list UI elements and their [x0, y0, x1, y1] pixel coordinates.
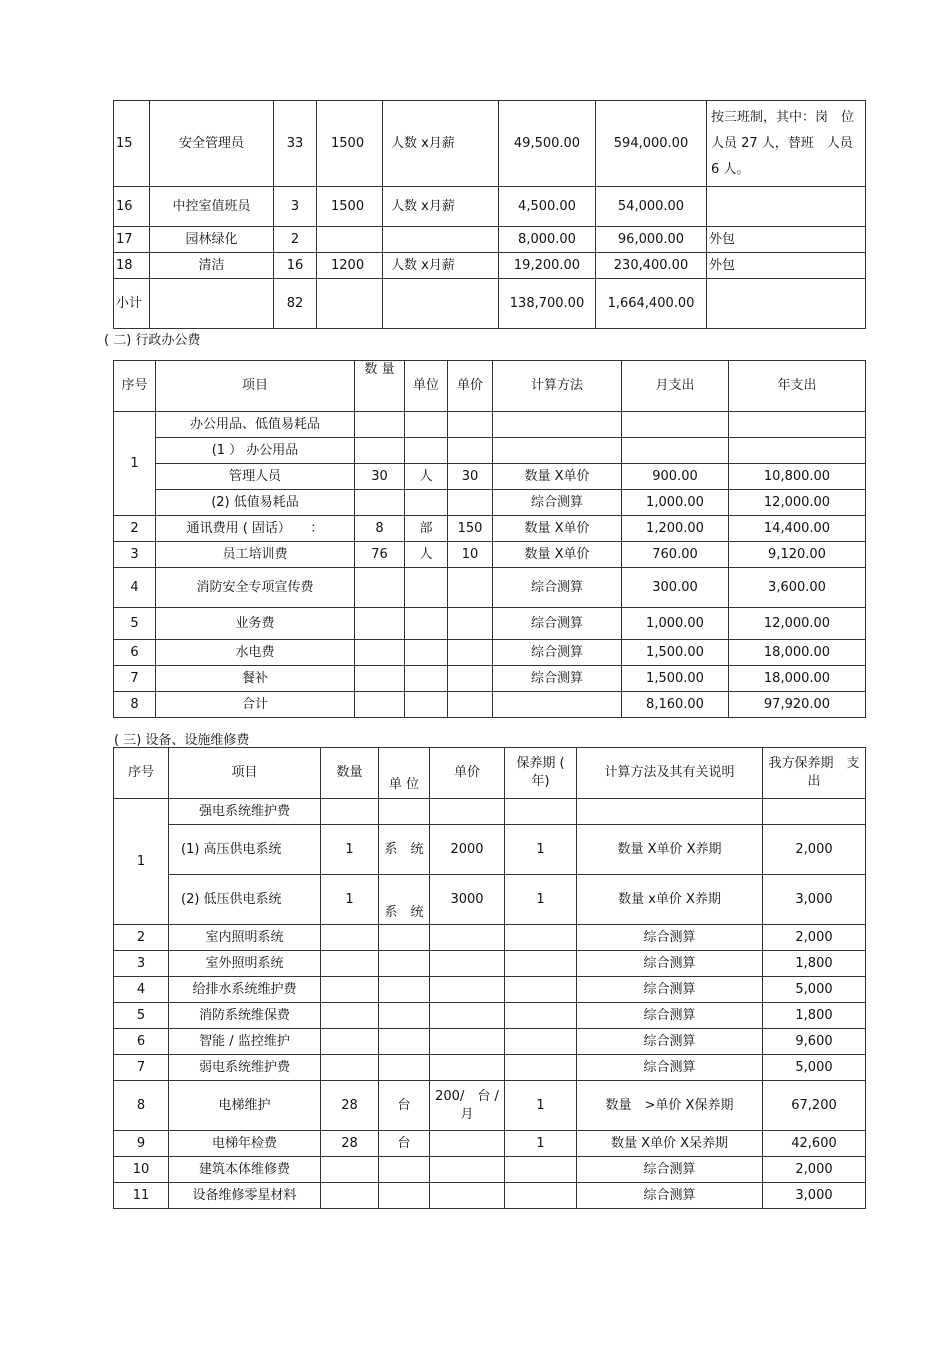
row-unit — [379, 1183, 430, 1209]
row-year: 96,000.00 — [596, 227, 707, 253]
row-method: 综合测算 — [577, 925, 763, 951]
table-row — [114, 640, 866, 666]
row-year: 12,000.00 — [729, 490, 866, 516]
row-period — [505, 977, 577, 1003]
row-no: 2 — [114, 516, 156, 542]
row-item: 业务费 — [156, 608, 355, 640]
table-row — [114, 1131, 866, 1157]
row-unit: 人 — [405, 464, 448, 490]
row-item: 弱电系统维护费 — [169, 1055, 321, 1081]
row-count: 33 — [274, 101, 317, 187]
row-method — [493, 692, 622, 718]
row-qty: 8 — [355, 516, 405, 542]
row-unit: 系 统 — [379, 875, 430, 925]
row-month: 49,500.00 — [499, 101, 596, 187]
row-period — [505, 951, 577, 977]
row-method: 人数 x月薪 — [383, 187, 499, 227]
row-price — [448, 568, 493, 608]
row-no: 11 — [114, 1183, 169, 1209]
row-item: 员工培训费 — [156, 542, 355, 568]
row-qty: 28 — [321, 1131, 379, 1157]
row-item: 安全管理员 — [150, 101, 274, 187]
row-qty: 1 — [321, 825, 379, 875]
row-price — [430, 977, 505, 1003]
row-no: 8 — [114, 1081, 169, 1131]
row-year: 9,120.00 — [729, 542, 866, 568]
row-item: 室外照明系统 — [169, 951, 321, 977]
row-method: 综合测算 — [577, 1055, 763, 1081]
row-unit — [405, 568, 448, 608]
row-period: 1 — [505, 1131, 577, 1157]
row-month: 900.00 — [622, 464, 729, 490]
table-row — [114, 568, 866, 608]
row-no: 1 — [114, 412, 156, 516]
header-unit: 单位 — [405, 361, 448, 412]
row-note: 按三班制，其中：岗 位人员 27 人，替班 人员 6 人。 — [707, 101, 866, 187]
header-method: 计算方法 — [493, 361, 622, 412]
row-qty: 28 — [321, 1081, 379, 1131]
row-method: 综合测算 — [577, 1003, 763, 1029]
subtotal-count: 82 — [274, 279, 317, 329]
row-month: 8,160.00 — [622, 692, 729, 718]
header-price: 单价 — [430, 748, 505, 799]
row-price — [317, 227, 383, 253]
row-price: 10 — [448, 542, 493, 568]
row-item: 清洁 — [150, 253, 274, 279]
row-qty — [321, 1055, 379, 1081]
row-qty — [321, 951, 379, 977]
table-row — [114, 187, 866, 227]
table-row — [114, 542, 866, 568]
row-unit — [379, 1157, 430, 1183]
table-row — [114, 1183, 866, 1209]
row-no: 1 — [114, 799, 169, 925]
row-method: 数量 X单价 X养期 — [577, 825, 763, 875]
row-cost: 2,000 — [763, 825, 866, 875]
row-item: 消防系统维保费 — [169, 1003, 321, 1029]
row-year: 230,400.00 — [596, 253, 707, 279]
row-period — [505, 1029, 577, 1055]
row-qty — [321, 1183, 379, 1209]
row-price — [448, 692, 493, 718]
row-unit: 台 — [379, 1131, 430, 1157]
row-price: 150 — [448, 516, 493, 542]
row-method: 综合测算 — [577, 977, 763, 1003]
row-no: 15 — [114, 101, 150, 187]
row-year: 54,000.00 — [596, 187, 707, 227]
table-row — [114, 692, 866, 718]
row-period: 1 — [505, 875, 577, 925]
row-unit: 部 — [405, 516, 448, 542]
header-no: 序号 — [114, 748, 169, 799]
row-cost: 3,000 — [763, 1183, 866, 1209]
row-method: 综合测算 — [493, 640, 622, 666]
row-qty — [355, 666, 405, 692]
row-method: 数量 >单价 X保养期 — [577, 1081, 763, 1131]
row-month: 8,000.00 — [499, 227, 596, 253]
header-item: 项目 — [169, 748, 321, 799]
row-month: 1,000.00 — [622, 608, 729, 640]
row-no: 9 — [114, 1131, 169, 1157]
row-price — [448, 666, 493, 692]
row-price — [430, 951, 505, 977]
row-period — [505, 1157, 577, 1183]
row-price: 30 — [448, 464, 493, 490]
row-qty — [321, 1157, 379, 1183]
row-year: 12,000.00 — [729, 608, 866, 640]
header-no: 序号 — [114, 361, 156, 412]
row-month: 19,200.00 — [499, 253, 596, 279]
admin-cost-table — [113, 360, 866, 718]
row-qty — [355, 640, 405, 666]
row-method: 数量 x单价 X养期 — [577, 875, 763, 925]
row-qty: 76 — [355, 542, 405, 568]
row-month: 300.00 — [622, 568, 729, 608]
row-unit: 系 统 — [379, 825, 430, 875]
row-note: 外包 — [707, 253, 866, 279]
table-row — [114, 516, 866, 542]
row-no: 8 — [114, 692, 156, 718]
row-price — [430, 1055, 505, 1081]
row-price — [430, 1029, 505, 1055]
row-method: 数量 X单价 — [493, 516, 622, 542]
row-period — [505, 925, 577, 951]
row-no: 17 — [114, 227, 150, 253]
header-price: 单价 — [448, 361, 493, 412]
row-unit — [379, 925, 430, 951]
row-method: 综合测算 — [577, 1029, 763, 1055]
row-item: 给排水系统维护费 — [169, 977, 321, 1003]
row-item: 通讯费用 ( 固话） ： — [156, 516, 355, 542]
row-cost: 2,000 — [763, 1157, 866, 1183]
row-method: 综合测算 — [493, 666, 622, 692]
row-price — [430, 1183, 505, 1209]
header-year: 年支出 — [729, 361, 866, 412]
row-item: 建筑本体维修费 — [169, 1157, 321, 1183]
row-price: 2000 — [430, 825, 505, 875]
row-cost: 5,000 — [763, 977, 866, 1003]
row-item: 合计 — [156, 692, 355, 718]
row-period — [505, 1003, 577, 1029]
row-qty: 1 — [321, 875, 379, 925]
table-row — [114, 1055, 866, 1081]
subtotal-label: 小计 — [114, 279, 150, 329]
row-method: 数量 X单价 X呆养期 — [577, 1131, 763, 1157]
row-unit — [379, 1055, 430, 1081]
subtotal-year: 1,664,400.00 — [596, 279, 707, 329]
row-item: 设备维修零星材料 — [169, 1183, 321, 1209]
row-item: (2) 低值易耗品 — [156, 490, 355, 516]
row-method: 综合测算 — [577, 1183, 763, 1209]
row-year: 3,600.00 — [729, 568, 866, 608]
section-title-admin: ( 二) 行政办公费 — [104, 333, 201, 348]
row-method: 综合测算 — [493, 490, 622, 516]
row-unit: 人 — [405, 542, 448, 568]
row-unit — [379, 951, 430, 977]
row-year: 10,800.00 — [729, 464, 866, 490]
row-item: 室内照明系统 — [169, 925, 321, 951]
header-qty: 数量 — [321, 748, 379, 799]
row-item: 中控室值班员 — [150, 187, 274, 227]
row-method: 人数 x月薪 — [383, 101, 499, 187]
row-cost: 2,000 — [763, 925, 866, 951]
row-year: 97,920.00 — [729, 692, 866, 718]
row-no: 4 — [114, 568, 156, 608]
row-note — [707, 187, 866, 227]
row-unit — [405, 666, 448, 692]
row-method: 综合测算 — [493, 608, 622, 640]
row-period — [505, 1055, 577, 1081]
header-qty: 数 量 — [355, 361, 405, 412]
table-row — [114, 977, 866, 1003]
row-item: 办公用品、低值易耗品 — [156, 412, 355, 438]
row-item: 强电系统维护费 — [169, 799, 321, 825]
row-price — [448, 608, 493, 640]
row-unit: 台 — [379, 1081, 430, 1131]
table-row — [114, 951, 866, 977]
row-unit — [405, 692, 448, 718]
table-row — [114, 253, 866, 279]
row-method — [383, 227, 499, 253]
row-no: 2 — [114, 925, 169, 951]
table-row — [114, 666, 866, 692]
row-no: 3 — [114, 951, 169, 977]
row-month: 1,000.00 — [622, 490, 729, 516]
row-month: 760.00 — [622, 542, 729, 568]
row-cost: 3,000 — [763, 875, 866, 925]
row-no: 7 — [114, 1055, 169, 1081]
row-method: 数量 X单价 — [493, 542, 622, 568]
row-item: 水电费 — [156, 640, 355, 666]
row-unit — [405, 608, 448, 640]
row-method: 综合测算 — [493, 568, 622, 608]
row-count: 3 — [274, 187, 317, 227]
row-unit — [379, 1029, 430, 1055]
table-row — [114, 101, 866, 187]
row-month: 1,500.00 — [622, 640, 729, 666]
header-month: 月支出 — [622, 361, 729, 412]
row-price — [430, 1157, 505, 1183]
row-qty — [321, 1003, 379, 1029]
row-unit — [405, 640, 448, 666]
table-row — [114, 608, 866, 640]
table-row — [114, 925, 866, 951]
header-unit: 单 位 — [379, 748, 430, 799]
row-price: 1200 — [317, 253, 383, 279]
row-method: 人数 x月薪 — [383, 253, 499, 279]
row-price — [448, 640, 493, 666]
row-count: 16 — [274, 253, 317, 279]
row-qty — [321, 925, 379, 951]
row-no: 18 — [114, 253, 150, 279]
row-price: 200/ 台 /月 — [430, 1081, 505, 1131]
header-period: 保养期 ( 年) — [505, 748, 577, 799]
row-period: 1 — [505, 825, 577, 875]
row-period: 1 — [505, 1081, 577, 1131]
row-price — [430, 1003, 505, 1029]
row-cost: 1,800 — [763, 951, 866, 977]
table-row — [114, 1029, 866, 1055]
row-year: 594,000.00 — [596, 101, 707, 187]
row-price — [430, 925, 505, 951]
row-qty: 30 — [355, 464, 405, 490]
row-year: 14,400.00 — [729, 516, 866, 542]
row-qty — [355, 692, 405, 718]
row-no: 16 — [114, 187, 150, 227]
row-price: 1500 — [317, 187, 383, 227]
row-method: 综合测算 — [577, 1157, 763, 1183]
subtotal-month: 138,700.00 — [499, 279, 596, 329]
row-method: 数量 X单价 — [493, 464, 622, 490]
subtotal-row — [114, 279, 866, 329]
header-cost: 我方保养期 支出 — [763, 748, 866, 799]
maintenance-cost-table — [113, 747, 866, 1209]
row-no: 5 — [114, 608, 156, 640]
table-row — [114, 1081, 866, 1131]
row-qty — [355, 568, 405, 608]
row-no: 6 — [114, 640, 156, 666]
row-cost: 42,600 — [763, 1131, 866, 1157]
header-method: 计算方法及其有关说明 — [577, 748, 763, 799]
row-qty — [321, 1029, 379, 1055]
row-cost: 5,000 — [763, 1055, 866, 1081]
row-year: 18,000.00 — [729, 666, 866, 692]
header-item: 项目 — [156, 361, 355, 412]
row-month: 1,200.00 — [622, 516, 729, 542]
row-no: 3 — [114, 542, 156, 568]
row-price — [430, 1131, 505, 1157]
row-no: 4 — [114, 977, 169, 1003]
row-item: (2) 低压供电系统 — [169, 875, 321, 925]
row-year: 18,000.00 — [729, 640, 866, 666]
row-note: 外包 — [707, 227, 866, 253]
row-cost: 67,200 — [763, 1081, 866, 1131]
row-item: (1 ） 办公用品 — [156, 438, 355, 464]
row-item: 电梯维护 — [169, 1081, 321, 1131]
row-qty — [355, 608, 405, 640]
row-item: 园林绿化 — [150, 227, 274, 253]
row-qty — [321, 977, 379, 1003]
row-unit — [379, 1003, 430, 1029]
row-count: 2 — [274, 227, 317, 253]
row-cost: 9,600 — [763, 1029, 866, 1055]
table-row — [114, 227, 866, 253]
row-price: 1500 — [317, 101, 383, 187]
table-row — [114, 1157, 866, 1183]
row-item: 管理人员 — [156, 464, 355, 490]
row-no: 5 — [114, 1003, 169, 1029]
row-cost: 1,800 — [763, 1003, 866, 1029]
row-item: 餐补 — [156, 666, 355, 692]
row-no: 6 — [114, 1029, 169, 1055]
row-period — [505, 1183, 577, 1209]
staff-cost-table — [113, 100, 866, 329]
row-month: 1,500.00 — [622, 666, 729, 692]
section-title-maintenance: ( 三) 设备、设施维修费 — [114, 733, 250, 748]
row-item: 消防安全专项宣传费 — [156, 568, 355, 608]
table-row — [114, 1003, 866, 1029]
row-item: 智能 / 监控维护 — [169, 1029, 321, 1055]
row-no: 7 — [114, 666, 156, 692]
row-method: 综合测算 — [577, 951, 763, 977]
row-item: 电梯年检费 — [169, 1131, 321, 1157]
row-item: (1) 高压供电系统 — [169, 825, 321, 875]
row-month: 4,500.00 — [499, 187, 596, 227]
row-price: 3000 — [430, 875, 505, 925]
row-no: 10 — [114, 1157, 169, 1183]
row-unit — [379, 977, 430, 1003]
